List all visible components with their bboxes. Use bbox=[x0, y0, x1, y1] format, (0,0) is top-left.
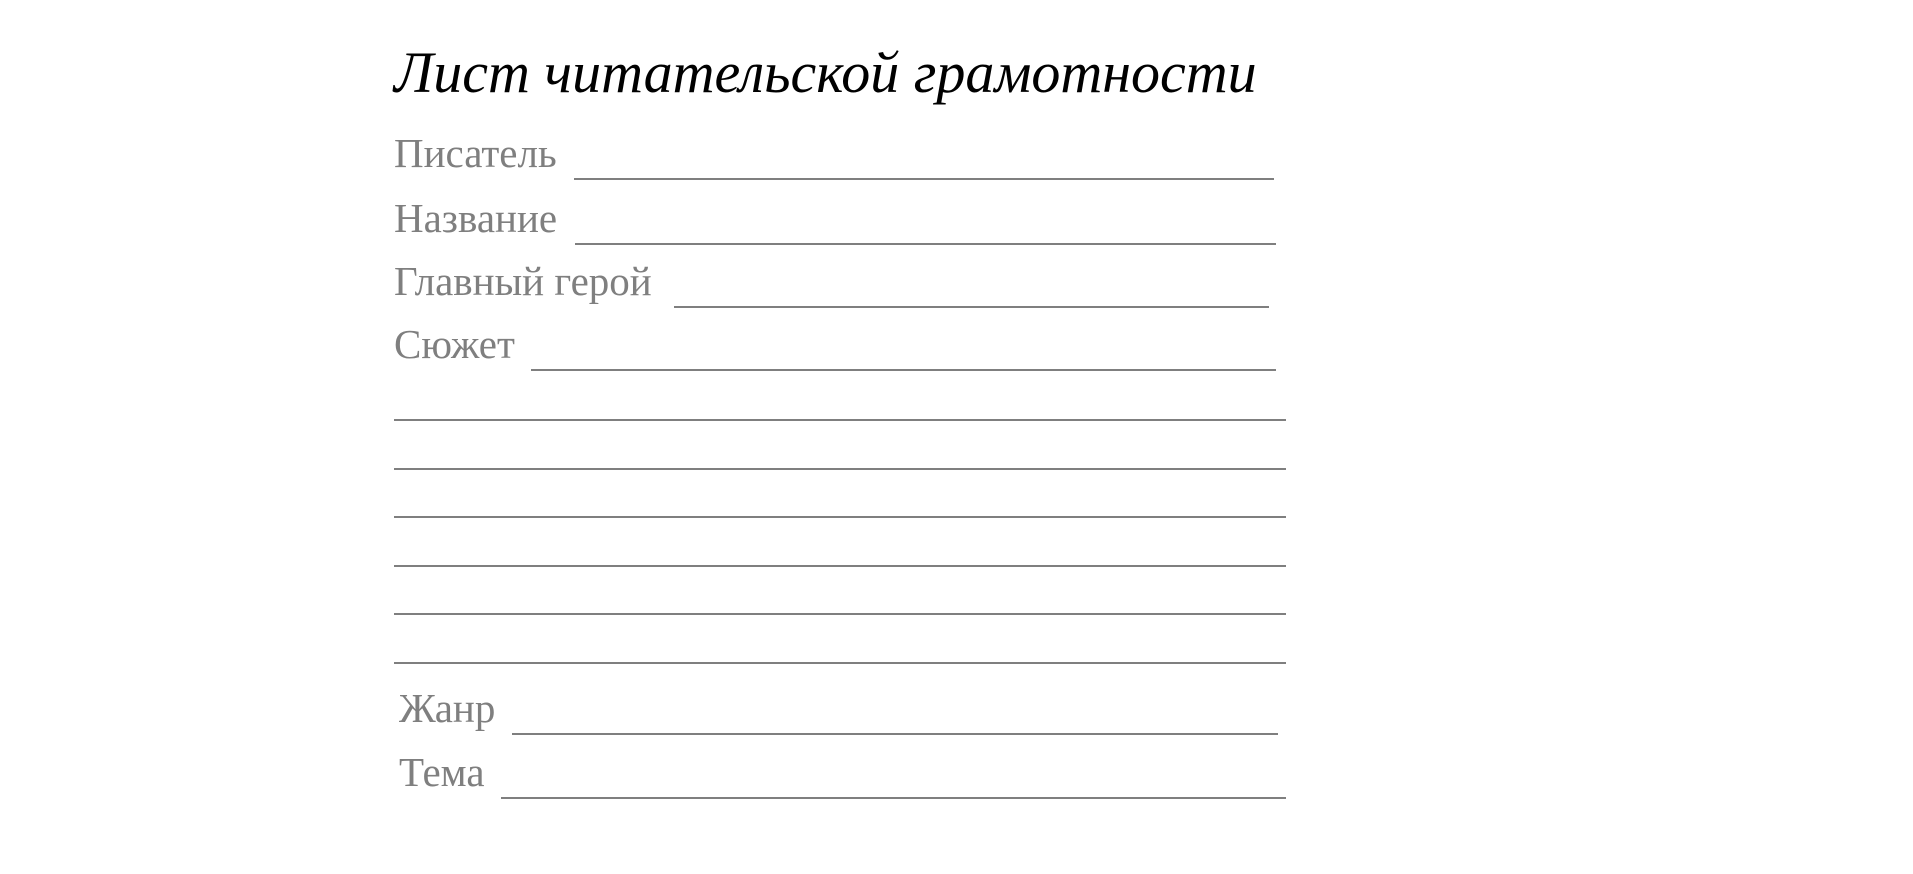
theme-field bbox=[399, 749, 1286, 799]
name-label: Название bbox=[394, 195, 558, 241]
main-hero-label: Главный герой bbox=[394, 258, 652, 304]
writer-answer-line[interactable] bbox=[574, 178, 1274, 180]
plot-answer-line[interactable] bbox=[531, 369, 1276, 371]
plot-extra-line[interactable] bbox=[394, 662, 1286, 664]
plot-field bbox=[394, 321, 1276, 371]
theme-label: Тема bbox=[399, 749, 485, 795]
genre-answer-line[interactable] bbox=[512, 733, 1278, 735]
main-hero-field bbox=[394, 258, 1269, 308]
main-hero-answer-line[interactable] bbox=[674, 306, 1269, 308]
name-answer-line[interactable] bbox=[575, 243, 1276, 245]
plot-label: Сюжет bbox=[394, 321, 515, 367]
plot-extra-line[interactable] bbox=[394, 419, 1286, 421]
page-title: Лист читательской грамотности bbox=[394, 40, 1257, 105]
theme-answer-line[interactable] bbox=[501, 797, 1286, 799]
plot-extra-line[interactable] bbox=[394, 468, 1286, 470]
plot-extra-line[interactable] bbox=[394, 516, 1286, 518]
writer-field bbox=[394, 130, 1274, 180]
writer-label: Писатель bbox=[394, 130, 557, 176]
genre-field bbox=[399, 685, 1278, 735]
plot-extra-line[interactable] bbox=[394, 613, 1286, 615]
name-field bbox=[394, 195, 1276, 245]
genre-label: Жанр bbox=[399, 685, 496, 731]
plot-extra-line[interactable] bbox=[394, 565, 1286, 567]
